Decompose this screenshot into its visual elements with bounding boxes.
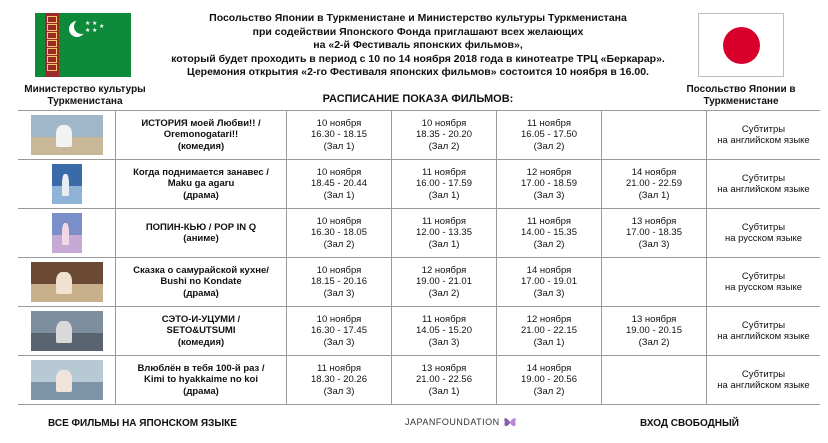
showtime-cell [392,258,497,307]
japan-flag-icon [698,13,784,77]
show-hall: (Зал 1) [428,238,460,250]
intro-line: Посольство Японии в Туркменистане и Министерство культуры Туркменистана [209,12,627,24]
flag-ornament-stripe [45,13,59,77]
schedule-table [18,110,820,405]
schedule-title: РАСПИСАНИЕ ПОКАЗА ФИЛЬМОВ: [322,93,514,105]
logo-text: JAPANFOUNDATION [405,417,500,427]
show-time: 16.30 - 18.05 [311,227,367,239]
intro-line: Церемония открытия «2-го Фестиваля японских фильмов» состоится 10 ноября в 16.00. [187,66,649,78]
film-poster-image [31,360,103,400]
show-date: 11 ноября [527,117,571,129]
show-time: 18.30 - 20.26 [311,374,367,386]
show-hall: (Зал 2) [428,140,460,152]
film-title-cell [116,160,287,209]
intro-line: который будет проходить в период с 10 по 14 ноября 2018 года в кинотеатре ТРЦ «Беркарар». [171,52,665,65]
show-time: 19.00 - 20.15 [626,325,682,337]
showtime-cell [287,258,392,307]
show-date: 11 ноября [527,215,571,227]
film-poster-image [31,311,103,351]
show-time: 14.00 - 15.35 [521,227,577,239]
show-time: 18.35 - 20.20 [416,129,472,141]
show-hall: (Зал 3) [533,287,565,299]
free-entry-note: ВХОД СВОБОДНЫЙ [640,418,739,429]
show-date: 11 ноября [422,215,466,227]
show-hall: (Зал 1) [323,140,355,152]
showtime-cell [602,307,707,356]
film-row [18,258,820,307]
showtime-cell [497,160,602,209]
show-date: 11 ноября [317,362,361,374]
poster-cell [18,160,116,209]
film-title-cell [116,356,287,405]
show-date: 13 ноября [631,215,677,227]
film-row [18,209,820,258]
show-time: 17.00 - 18.35 [626,227,682,239]
showtime-cell [287,209,392,258]
show-hall: (Зал 3) [323,385,355,397]
film-title-line: Сказка о самурайской кухне/ [133,264,269,276]
showtime-cell [392,209,497,258]
show-time: 21.00 - 22.56 [416,374,472,386]
film-poster-image [52,213,82,253]
subtitles-line: на русском языке [724,233,803,244]
showtime-cell [497,209,602,258]
subtitles-line: Субтитры [741,319,786,331]
subtitles-cell [707,111,821,160]
show-time: 16.05 - 17.50 [521,129,577,141]
film-title-line: (драма) [183,287,219,299]
film-title-line: СЭТО-И-УЦУМИ / [161,313,241,325]
film-row [18,307,820,356]
poster-cell [18,307,116,356]
show-hall: (Зал 3) [323,287,355,299]
subtitles-line: Субтитры [741,368,786,380]
subtitles-cell [707,258,821,307]
show-date: 10 ноября [316,117,362,129]
hinomaru-icon [723,27,760,64]
film-title-line: (драма) [183,385,219,397]
film-row [18,356,820,405]
showtime-cell [392,111,497,160]
show-hall: (Зал 1) [323,189,355,201]
subtitles-cell [707,160,821,209]
film-title-line: (комедия) [177,336,225,348]
showtime-cell [497,307,602,356]
right-org-label: Посольство Японии в Туркменистане [686,84,796,107]
film-title-line: Oremonogatari!! [163,129,239,141]
show-hall: (Зал 2) [533,238,565,250]
film-row [18,111,820,160]
film-poster-image [31,262,103,302]
subtitles-line: Субтитры [741,270,786,282]
poster-cell [18,111,116,160]
film-title-cell [116,111,287,160]
show-time: 16.30 - 17.45 [311,325,367,337]
show-hall: (Зал 2) [638,336,670,348]
showtime-cell [497,111,602,160]
poster-cell [18,356,116,405]
subtitles-cell [707,209,821,258]
showtime-cell [602,209,707,258]
turkmenistan-flag-icon: ★ ★ ★ ★ ★ [35,13,131,77]
show-time: 12.00 - 13.35 [416,227,472,239]
show-time: 18.15 - 20.16 [311,276,367,288]
showtime-cell [602,258,707,307]
show-time: 14.05 - 15.20 [416,325,472,337]
film-title-line: Kimi to hyakkaime no koi [143,374,259,386]
poster-cell [18,258,116,307]
show-date: 14 ноября [526,264,572,276]
show-hall: (Зал 2) [533,385,565,397]
subtitles-cell [707,356,821,405]
film-title-line: ПОПИН-КЬЮ / POP IN Q [145,221,257,233]
poster-cell [18,209,116,258]
subtitles-line: на русском языке [724,282,803,293]
film-poster-image [52,164,82,204]
showtime-cell [392,356,497,405]
showtime-cell [497,356,602,405]
film-title-line: (аниме) [183,233,219,244]
subtitles-line: Субтитры [741,123,786,135]
show-date: 10 ноября [316,313,362,325]
show-date: 11 ноября [422,166,466,178]
film-poster-image [31,115,103,155]
subtitles-line: на английском языке [717,135,810,146]
show-date: 10 ноября [316,166,362,178]
film-row [18,160,820,209]
film-title-line: (драма) [183,189,219,201]
showtime-cell [497,258,602,307]
show-hall: (Зал 3) [428,336,460,348]
film-title-cell [116,258,287,307]
left-org-label: Министерство культуры Туркменистана [24,84,146,107]
show-hall: (Зал 1) [428,385,460,397]
subtitles-line: Субтитры [741,221,786,233]
show-date: 10 ноября [316,264,362,276]
show-time: 17.00 - 19.01 [521,276,577,288]
show-date: 10 ноября [316,215,362,227]
show-hall: (Зал 1) [428,189,460,201]
showtime-cell [287,356,392,405]
show-date: 12 ноября [421,264,467,276]
showtime-cell [287,111,392,160]
show-time: 21.00 - 22.59 [626,178,682,190]
show-time: 16.00 - 17.59 [416,178,472,190]
show-hall: (Зал 3) [323,336,355,348]
show-hall: (Зал 2) [323,238,355,250]
header [0,0,828,106]
showtime-cell [287,160,392,209]
showtime-cell [392,307,497,356]
subtitles-line: на английском языке [717,184,810,195]
film-title-line: Влюблён в тебя 100-й раз / [137,362,265,374]
show-hall: (Зал 1) [533,336,565,348]
showtime-cell [287,307,392,356]
film-title-cell [116,307,287,356]
show-hall: (Зал 2) [428,287,460,299]
show-hall: (Зал 2) [533,140,565,152]
show-time: 21.00 - 22.15 [521,325,577,337]
intro-text [168,12,668,80]
film-title-line: ИСТОРИЯ моей Любви!! / [141,117,261,129]
show-hall: (Зал 3) [533,189,565,201]
subtitles-line: на английском языке [717,331,810,342]
show-hall: (Зал 1) [638,189,670,201]
intro-line: при содействии Японского Фонда приглашают всех желающих [252,25,584,38]
show-date: 14 ноября [526,362,572,374]
show-date: 13 ноября [421,362,467,374]
show-time: 19.00 - 21.01 [416,276,472,288]
film-title-line: Bushi no Kondate [160,276,242,288]
film-title-line: Когда поднимается занавес / [133,166,269,178]
showtime-cell [602,160,707,209]
film-title-line: SETO&UTSUMI [166,325,236,337]
show-time: 18.45 - 20.44 [311,178,367,190]
film-title-line: Maku ga agaru [167,178,235,190]
show-date: 12 ноября [526,166,572,178]
show-date: 11 ноября [422,313,466,325]
showtime-cell [392,160,497,209]
subtitles-line: Субтитры [741,172,786,184]
japan-foundation-logo [405,410,517,434]
showtime-cell [602,356,707,405]
show-hall: (Зал 3) [638,238,670,250]
show-time: 17.00 - 18.59 [521,178,577,190]
butterfly-icon [503,413,517,431]
show-date: 14 ноября [631,166,677,178]
show-date: 13 ноября [631,313,677,325]
subtitles-line: на английском языке [717,380,810,391]
intro-line: на «2-й Фестиваль японских фильмов», [313,39,523,51]
show-date: 12 ноября [526,313,572,325]
language-note: ВСЕ ФИЛЬМЫ НА ЯПОНСКОМ ЯЗЫКЕ [48,418,237,429]
show-time: 19.00 - 20.56 [521,374,577,386]
film-title-cell [116,209,287,258]
subtitles-cell [707,307,821,356]
film-title-line: (комедия) [177,140,225,152]
show-time: 16.30 - 18.15 [311,129,367,141]
show-date: 10 ноября [421,117,467,129]
showtime-cell [602,111,707,160]
